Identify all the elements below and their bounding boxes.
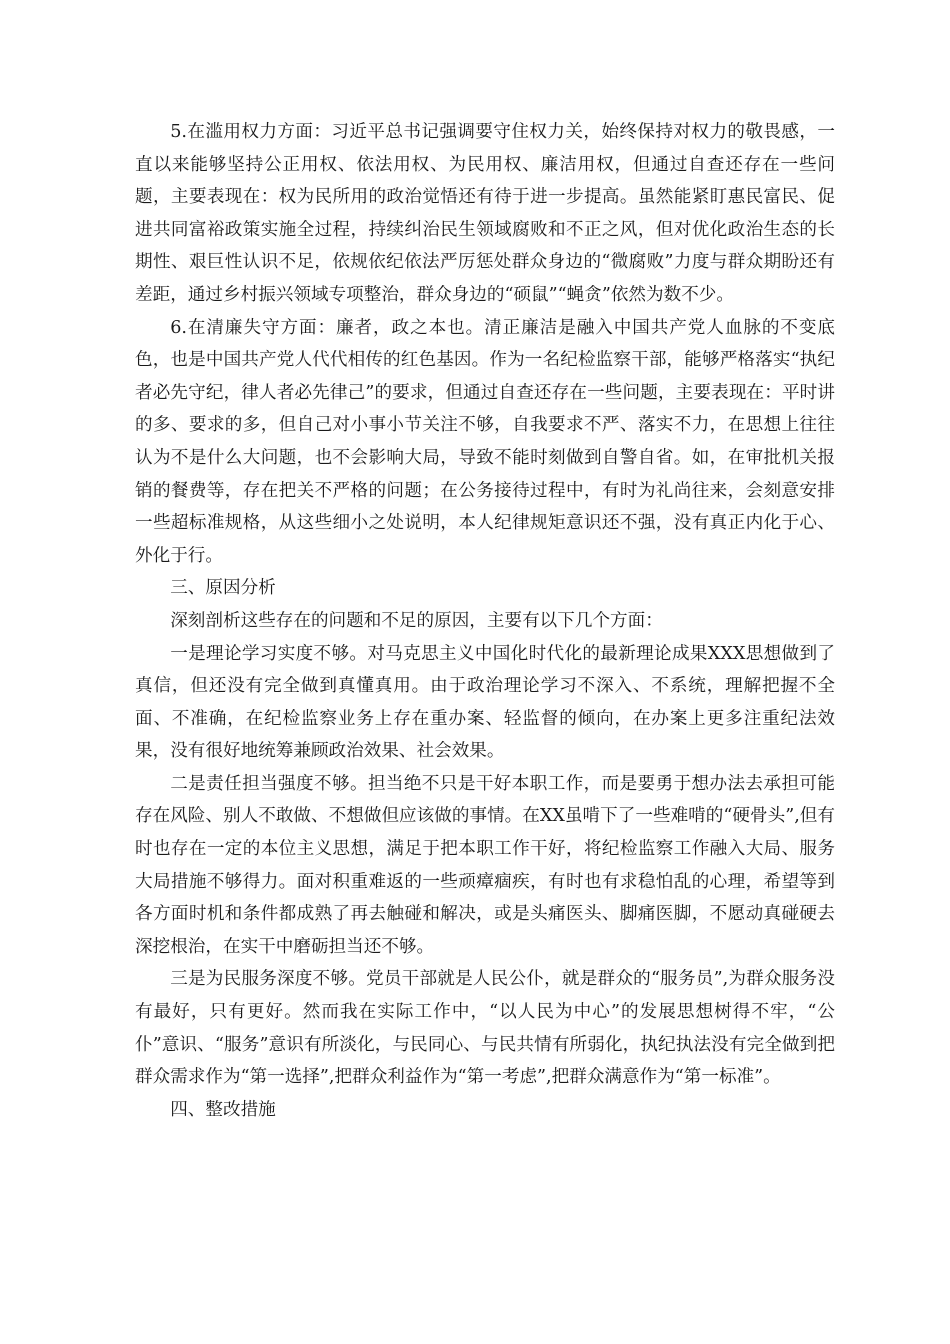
paragraph-abuse-of-power: 5.在滥用权力方面：习近平总书记强调要守住权力关，始终保持对权力的敬畏感，一直以来能够坚持公正用权、依法用权、为民用权、廉洁用权，但通过自查还存在一些问题，主要表现在：权为民所用的政治觉悟还有待于进一步提高。虽然能紧盯惠民富民、促进共同富裕政策实施全过程，持续纠治民生领域腐败和不正之风，但对优化政治生态的长期性、艰巨性认识不足，依规依纪依法严厉惩处群众身边的“微腐败”力度与群众期盼还有差距，通过乡村振兴领域专项整治，群众身边的“硕鼠”“蝇贪”依然为数不少。 (135, 122, 835, 305)
document-body (135, 116, 835, 1126)
paragraph-serve-people: 三是为民服务深度不够。党员干部就是人民公仆，就是群众的“服务员”,为群众服务没有最好，只有更好。然而我在实际工作中，“以人民为中心”的发展思想树得不牢，“公仆”意识、“服务”意识有所淡化，与民同心、与民共情有所弱化，执纪执法没有完全做到把群众需求作为“第一选择”,把群众利益作为“第一考虑”,把群众满意作为“第一标准”。 (135, 969, 835, 1088)
paragraph-responsibility: 二是责任担当强度不够。担当绝不只是干好本职工作，而是要勇于想办法去承担可能存在风险、别人不敢做、不想做但应该做的事情。在XX虽啃下了一些难啃的“硬骨头”,但有时也存在一定的本位主义思想，满足于把本职工作干好，将纪检监察工作融入大局、服务大局措施不够得力。面对积重难返的一些顽瘴痼疾，有时也有求稳怕乱的心理，希望等到各方面时机和条件都成熟了再去触碰和解决，或是头痛医头、脚痛医脚，不愿动真碰硬去深挖根治，在实干中磨砺担当还不够。 (135, 773, 835, 957)
paragraph-cause-intro: 深刻剖析这些存在的问题和不足的原因，主要有以下几个方面： (170, 610, 663, 631)
paragraph-integrity: 6.在清廉失守方面：廉者，政之本也。清正廉洁是融入中国共产党人血脉的不变底色，也是中国共产党人代代相传的红色基因。作为一名纪检监察干部，能够严格落实“执纪者必先守纪，律人者必先律己”的要求，但通过自查还存在一些问题，主要表现在：平时讲的多、要求的多，但自己对小事小节关注不够，自我要求不严、落实不力，在思想上往往认为不是什么大问题，也不会影响大局，导致不能时刻做到自警自省。如，在审批机关报销的餐费等，存在把关不严格的问题；在公务接待过程中，有时为礼尚往来，会刻意安排一些超标准规格，从这些细小之处说明，本人纪律规矩意识还不强，没有真正内化于心、外化于行。 (135, 317, 835, 566)
paragraph-theory-study: 一是理论学习实度不够。对马克思主义中国化时代化的最新理论成果XXX思想做到了真信，但还没有完全做到真懂真用。由于政治理论学习不深入、不系统，理解把握不全面、不准确，在纪检监察业务上存在重办案、轻监督的倾向，在办案上更多注重纪法效果，没有很好地统筹兼顾政治效果、社会效果。 (135, 643, 835, 762)
section-heading-cause-analysis: 三、原因分析 (170, 578, 276, 599)
section-heading-rectification: 四、整改措施 (170, 1099, 276, 1120)
